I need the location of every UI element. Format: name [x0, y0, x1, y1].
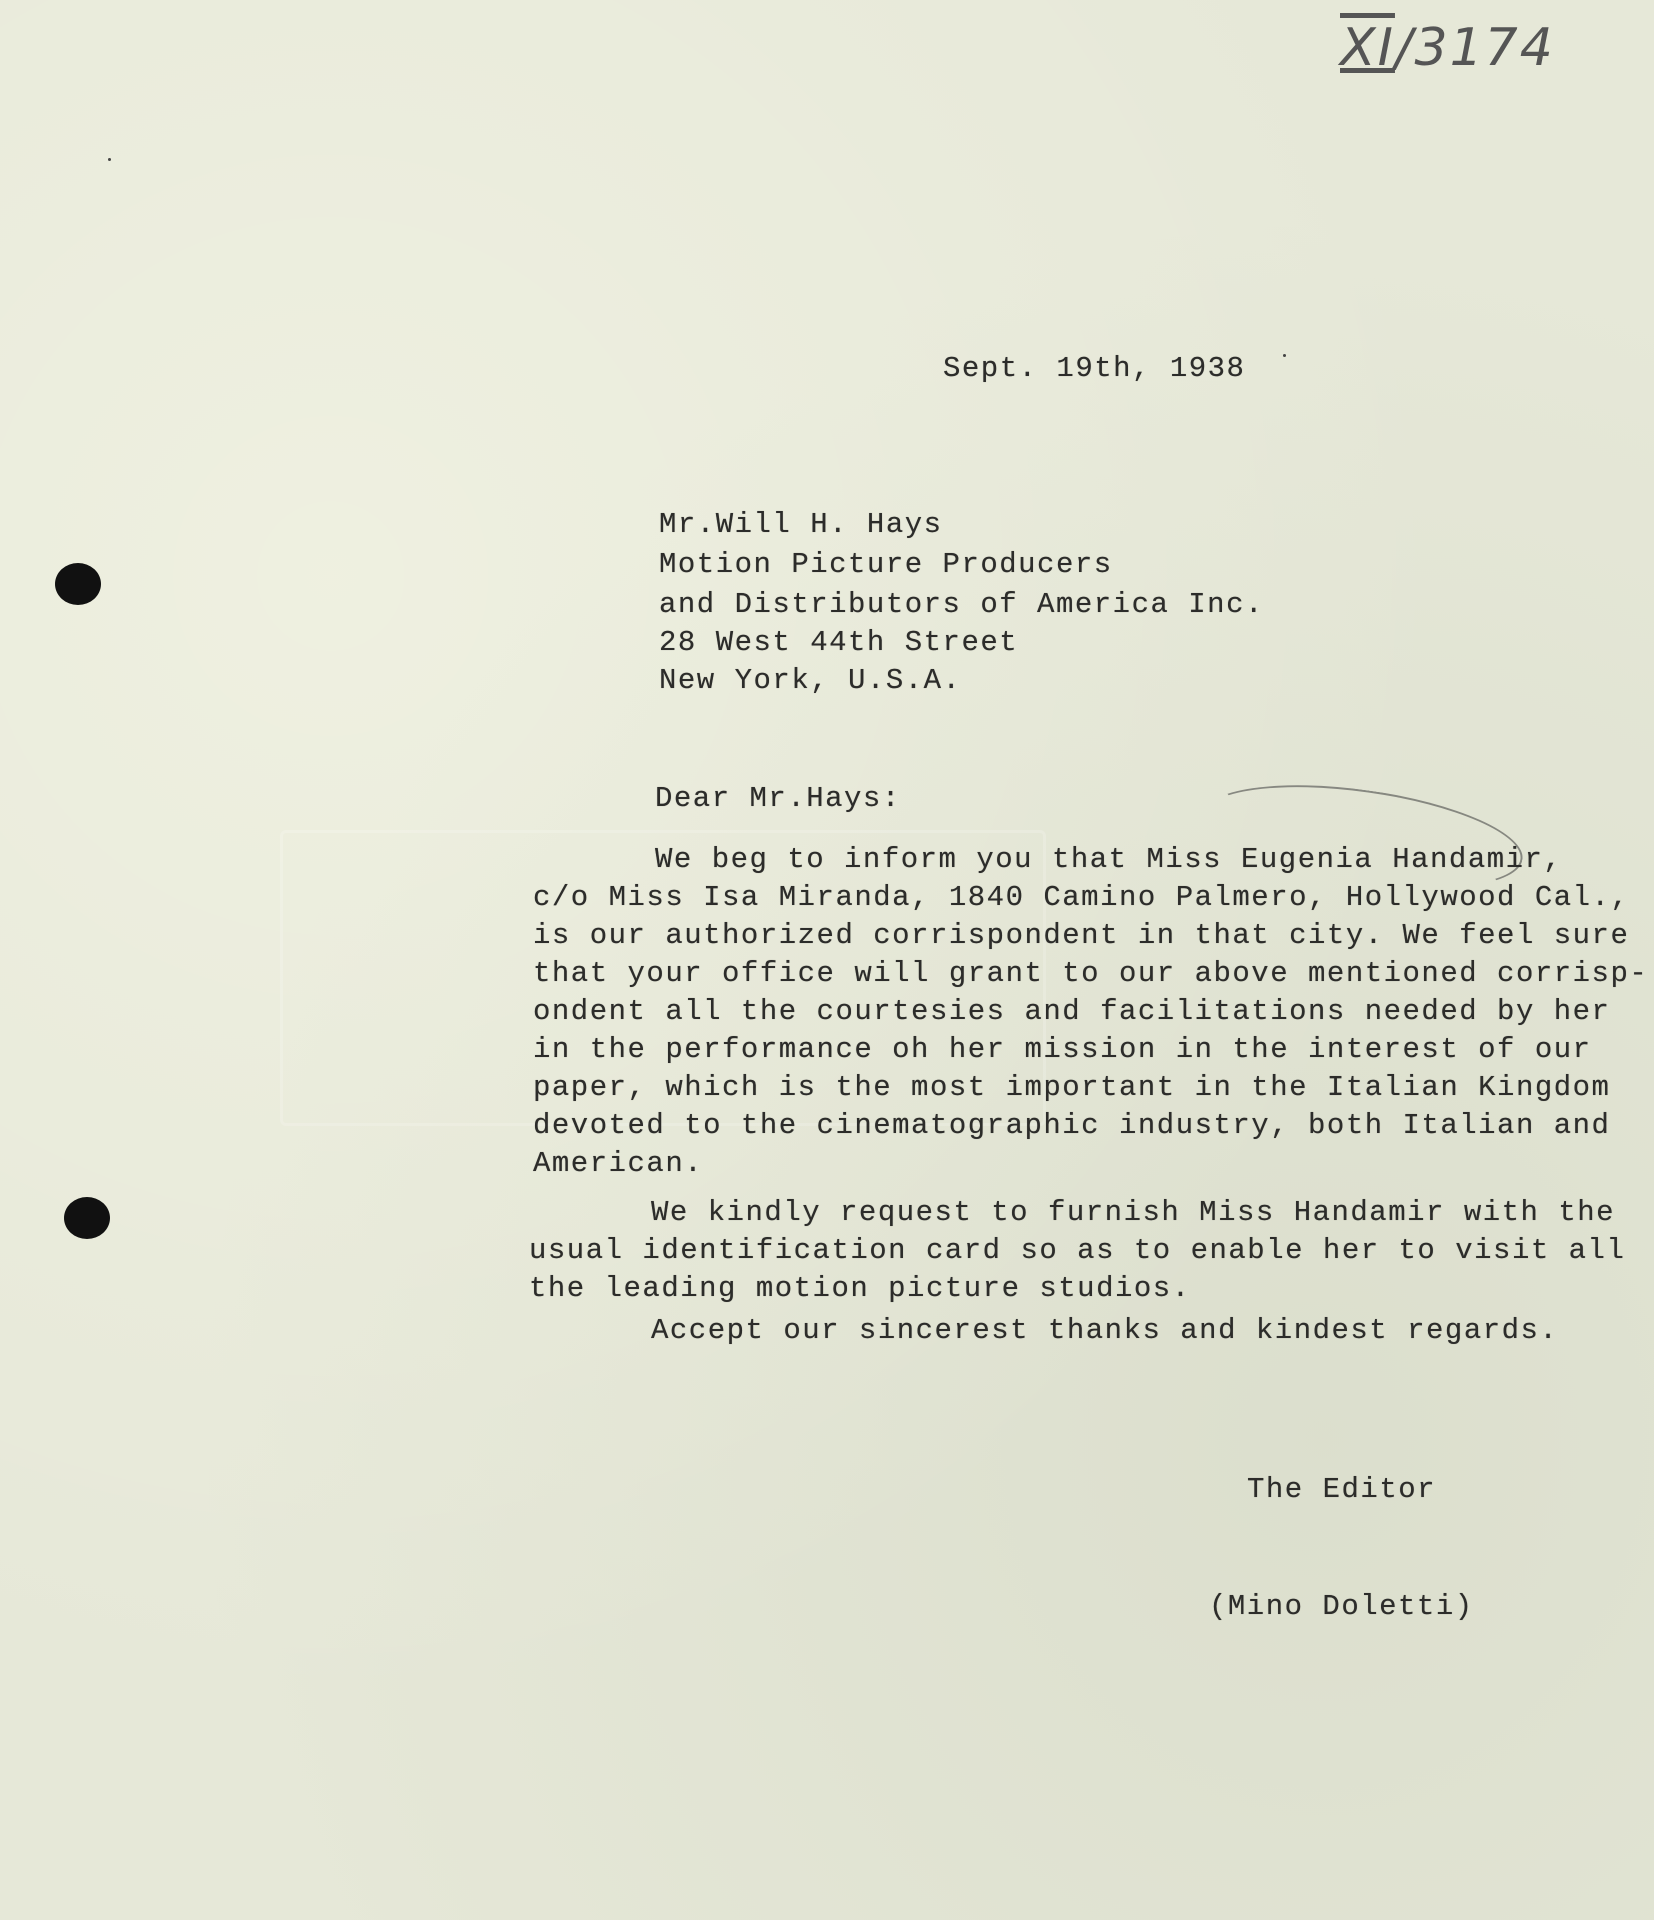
body-line: American. — [533, 1147, 704, 1180]
recipient-line: 28 West 44th Street — [659, 626, 1019, 659]
body-line: that your office will grant to our above mentioned corrisp- — [533, 957, 1649, 990]
archive-roman-numeral: XI — [1340, 18, 1395, 78]
body-line: We kindly request to furnish Miss Handamir with the — [651, 1196, 1616, 1229]
archive-number: 3174 — [1414, 18, 1555, 78]
salutation: Dear Mr.Hays: — [655, 782, 901, 815]
paper-speck — [108, 158, 111, 161]
paper-speck — [1283, 354, 1286, 357]
body-line: the leading motion picture studios. — [529, 1272, 1191, 1305]
body-line: usual identification card so as to enable her to visit all — [529, 1234, 1626, 1267]
body-line: is our authorized corrispondent in that city. We feel sure — [533, 919, 1630, 952]
letter-date: Sept. 19th, 1938 — [943, 352, 1246, 385]
punch-hole-top — [55, 563, 101, 605]
signature-title: The Editor — [1247, 1473, 1437, 1506]
recipient-line: Mr.Will H. Hays — [659, 508, 943, 541]
body-line: devoted to the cinematographic industry, both Italian and — [533, 1109, 1611, 1142]
body-line: Accept our sincerest thanks and kindest regards. — [651, 1314, 1559, 1347]
recipient-line: New York, U.S.A. — [659, 664, 962, 697]
body-line: paper, which is the most important in the Italian Kingdom — [533, 1071, 1611, 1104]
punch-hole-bottom — [64, 1197, 110, 1239]
body-line: ondent all the courtesies and facilitations needed by her — [533, 995, 1611, 1028]
recipient-line: and Distributors of America Inc. — [659, 588, 1264, 621]
body-line: We beg to inform you that Miss Eugenia Handamir, — [655, 843, 1563, 876]
recipient-line: Motion Picture Producers — [659, 548, 1113, 581]
body-line: c/o Miss Isa Miranda, 1840 Camino Palmero, Hollywood Cal., — [533, 881, 1630, 914]
archive-reference-mark: XI/3174 — [1340, 18, 1555, 78]
signature-name: (Mino Doletti) — [1209, 1590, 1474, 1623]
body-line: in the performance oh her mission in the interest of our — [533, 1033, 1592, 1066]
